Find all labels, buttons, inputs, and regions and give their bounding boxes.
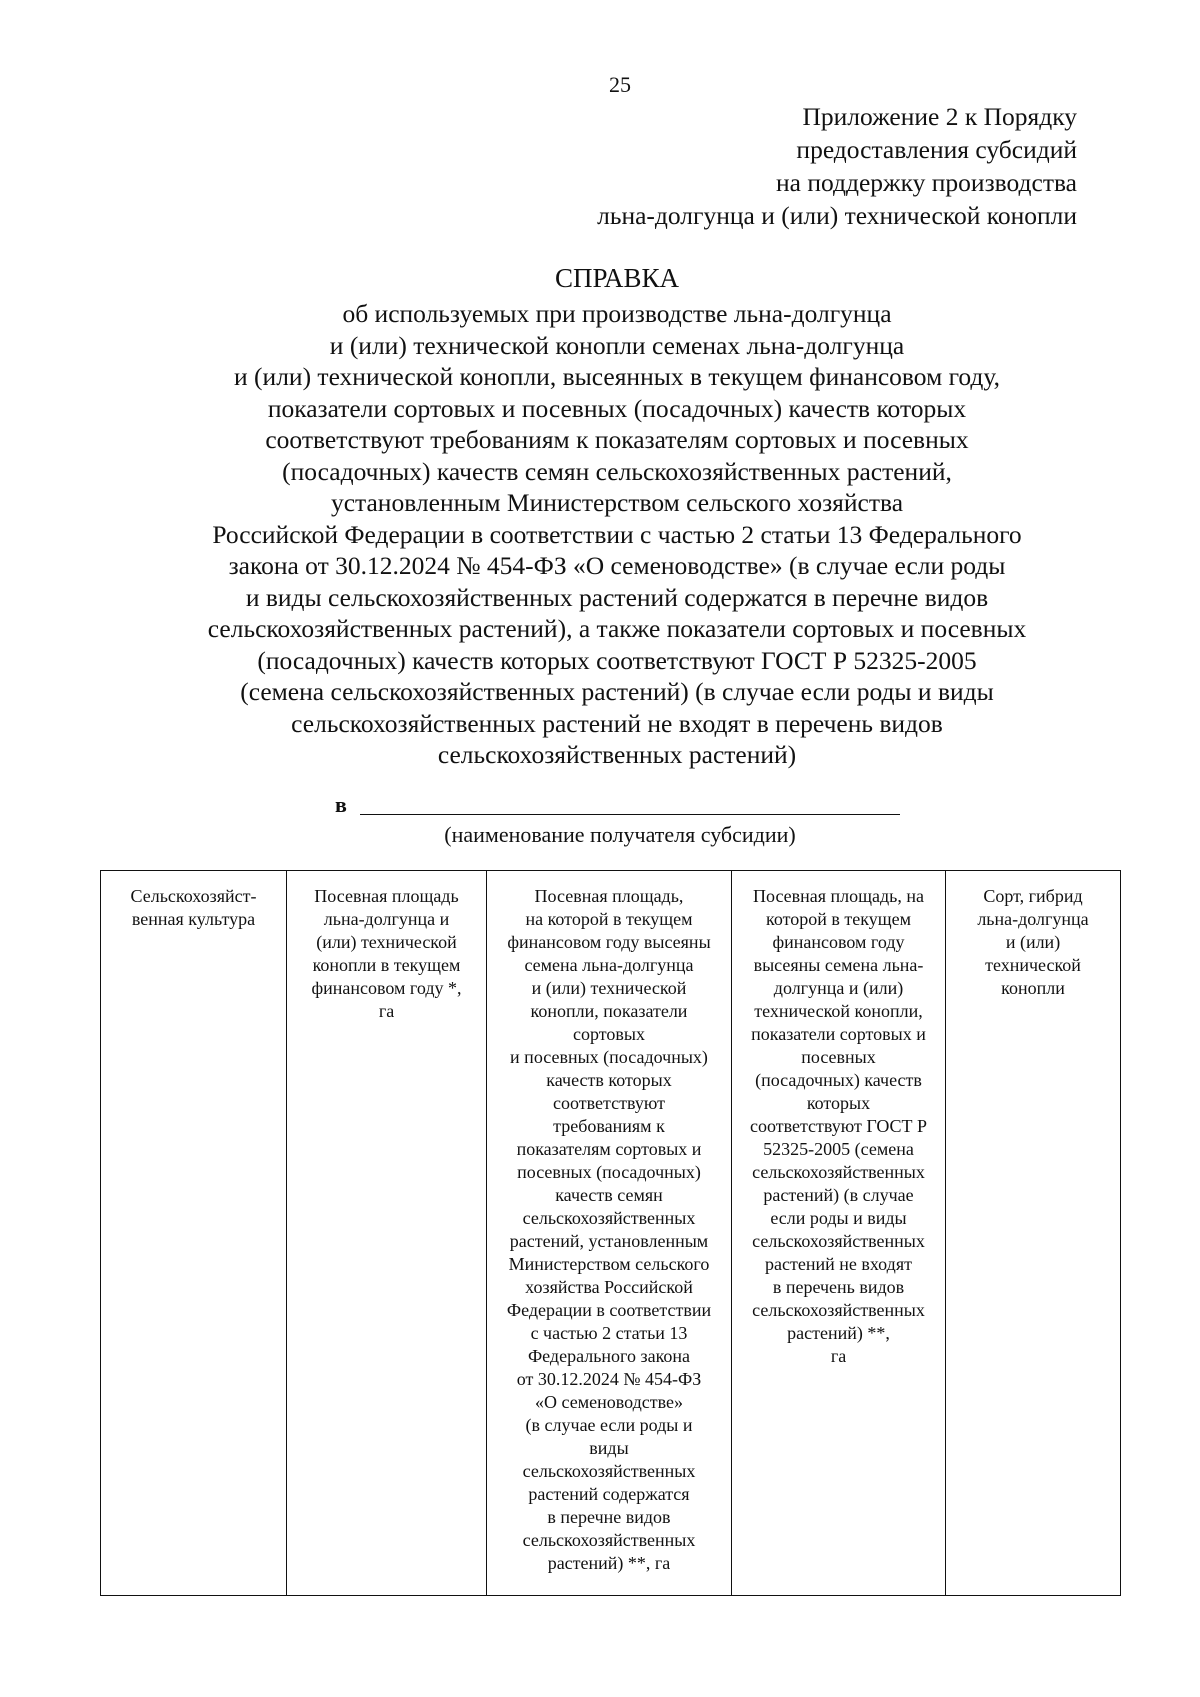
header-text: Посевная площадь, на которой в текущем финансовом году высеяны семена льна-долгунца и (или) технической конопли, показатели сортовых и посевных (посадочных) качеств которых соответствуют требованиям к показателям сортовых и посевных (посадочных) качеств семян сельскохозяйственных растений, установленным Министерством сельского хозяйства Российской Федерации в соответствии с частью 2 статьи 13 Федерального закона от 30.12.2024 № 454-ФЗ «О семеноводстве» (в случае если роды и виды сельскохозяйственных растений содержатся в перечне видов сельскохозяйственных растений) **, га — [506, 886, 712, 1573]
appendix-line: предоставления субсидий — [796, 135, 1077, 164]
header-text: Сельскохозяйст- венная культура — [130, 886, 257, 929]
header-cell-variety — [946, 871, 1121, 1596]
header-cell-crop — [101, 871, 287, 1596]
subtitle-line: (посадочных) качеств которых соответствуют ГОСТ Р 52325-2005 — [257, 645, 977, 675]
subtitle-line: Российской Федерации в соответствии с частью 2 статьи 13 Федерального — [212, 519, 1022, 549]
subtitle-line: установленным Министерством сельского хозяйства — [330, 488, 904, 517]
appendix-line: льна-долгунца и (или) технической конопли — [597, 201, 1077, 230]
subtitle-line: и (или) технической конопли семенах льна-долгунца — [329, 330, 905, 360]
subtitle-line: сельскохозяйственных растений не входят в перечень видов — [291, 708, 943, 738]
recipient-field — [335, 792, 905, 822]
appendix-line: на поддержку производства — [776, 168, 1077, 197]
subtitle-line: (посадочных) качеств семян сельскохозяйственных растений, — [282, 456, 952, 486]
header-text: Посевная площадь льна-долгунца и (или) технической конопли в текущем финансовом году *, га — [311, 886, 462, 1021]
document-title: СПРАВКА — [554, 263, 680, 293]
subtitle-line: показатели сортовых и посевных (посадочных) качеств которых — [267, 393, 967, 423]
recipient-caption: (наименование получателя субсидии) — [444, 822, 796, 847]
subtitle-line: соответствуют требованиям к показателям сортовых и посевных — [265, 425, 969, 454]
header-text: Посевная площадь, на которой в текущем финансовом году высеяны семена льна- долгунца и (или) технической конопли, показатели сортовых и посевных (посадочных) качеств которых соответствуют ГОСТ Р 52325-2005 (семена сельскохозяйственных растений) (в случае если роды и виды сельскохозяйственных растений не входят в перечень видов сельскохозяйственных растений) **, га — [749, 886, 928, 1366]
recipient-prefix: в — [335, 792, 347, 817]
appendix-reference — [437, 100, 1077, 232]
document-subtitle — [100, 298, 1134, 771]
table-header-row — [101, 871, 1121, 1596]
header-cell-area-ministry-standard — [487, 871, 732, 1596]
subtitle-line: и (или) технической конопли, высеянных в текущем финансовом году, — [234, 362, 1000, 391]
subtitle-line: сельскохозяйственных растений), а также показатели сортовых и посевных — [207, 614, 1027, 643]
header-cell-total-area — [287, 871, 487, 1596]
data-table — [100, 870, 1121, 1596]
subtitle-line: закона от 30.12.2024 № 454-ФЗ «О семеноводстве» (в случае если роды — [228, 551, 1006, 580]
page-number: 25 — [609, 72, 631, 97]
subtitle-line: и виды сельскохозяйственных растений содержатся в перечне видов — [245, 582, 989, 612]
header-cell-area-gost — [732, 871, 946, 1596]
subtitle-line: сельскохозяйственных растений) — [437, 740, 797, 769]
appendix-line: Приложение 2 к Порядку — [802, 102, 1077, 131]
subtitle-line: об используемых при производстве льна-долгунца — [342, 299, 892, 328]
subtitle-line: (семена сельскохозяйственных растений) (в случае если роды и виды — [240, 677, 994, 706]
recipient-blank-line — [360, 814, 900, 815]
header-text: Сорт, гибрид льна-долгунца и (или) технической конопли — [977, 886, 1089, 998]
